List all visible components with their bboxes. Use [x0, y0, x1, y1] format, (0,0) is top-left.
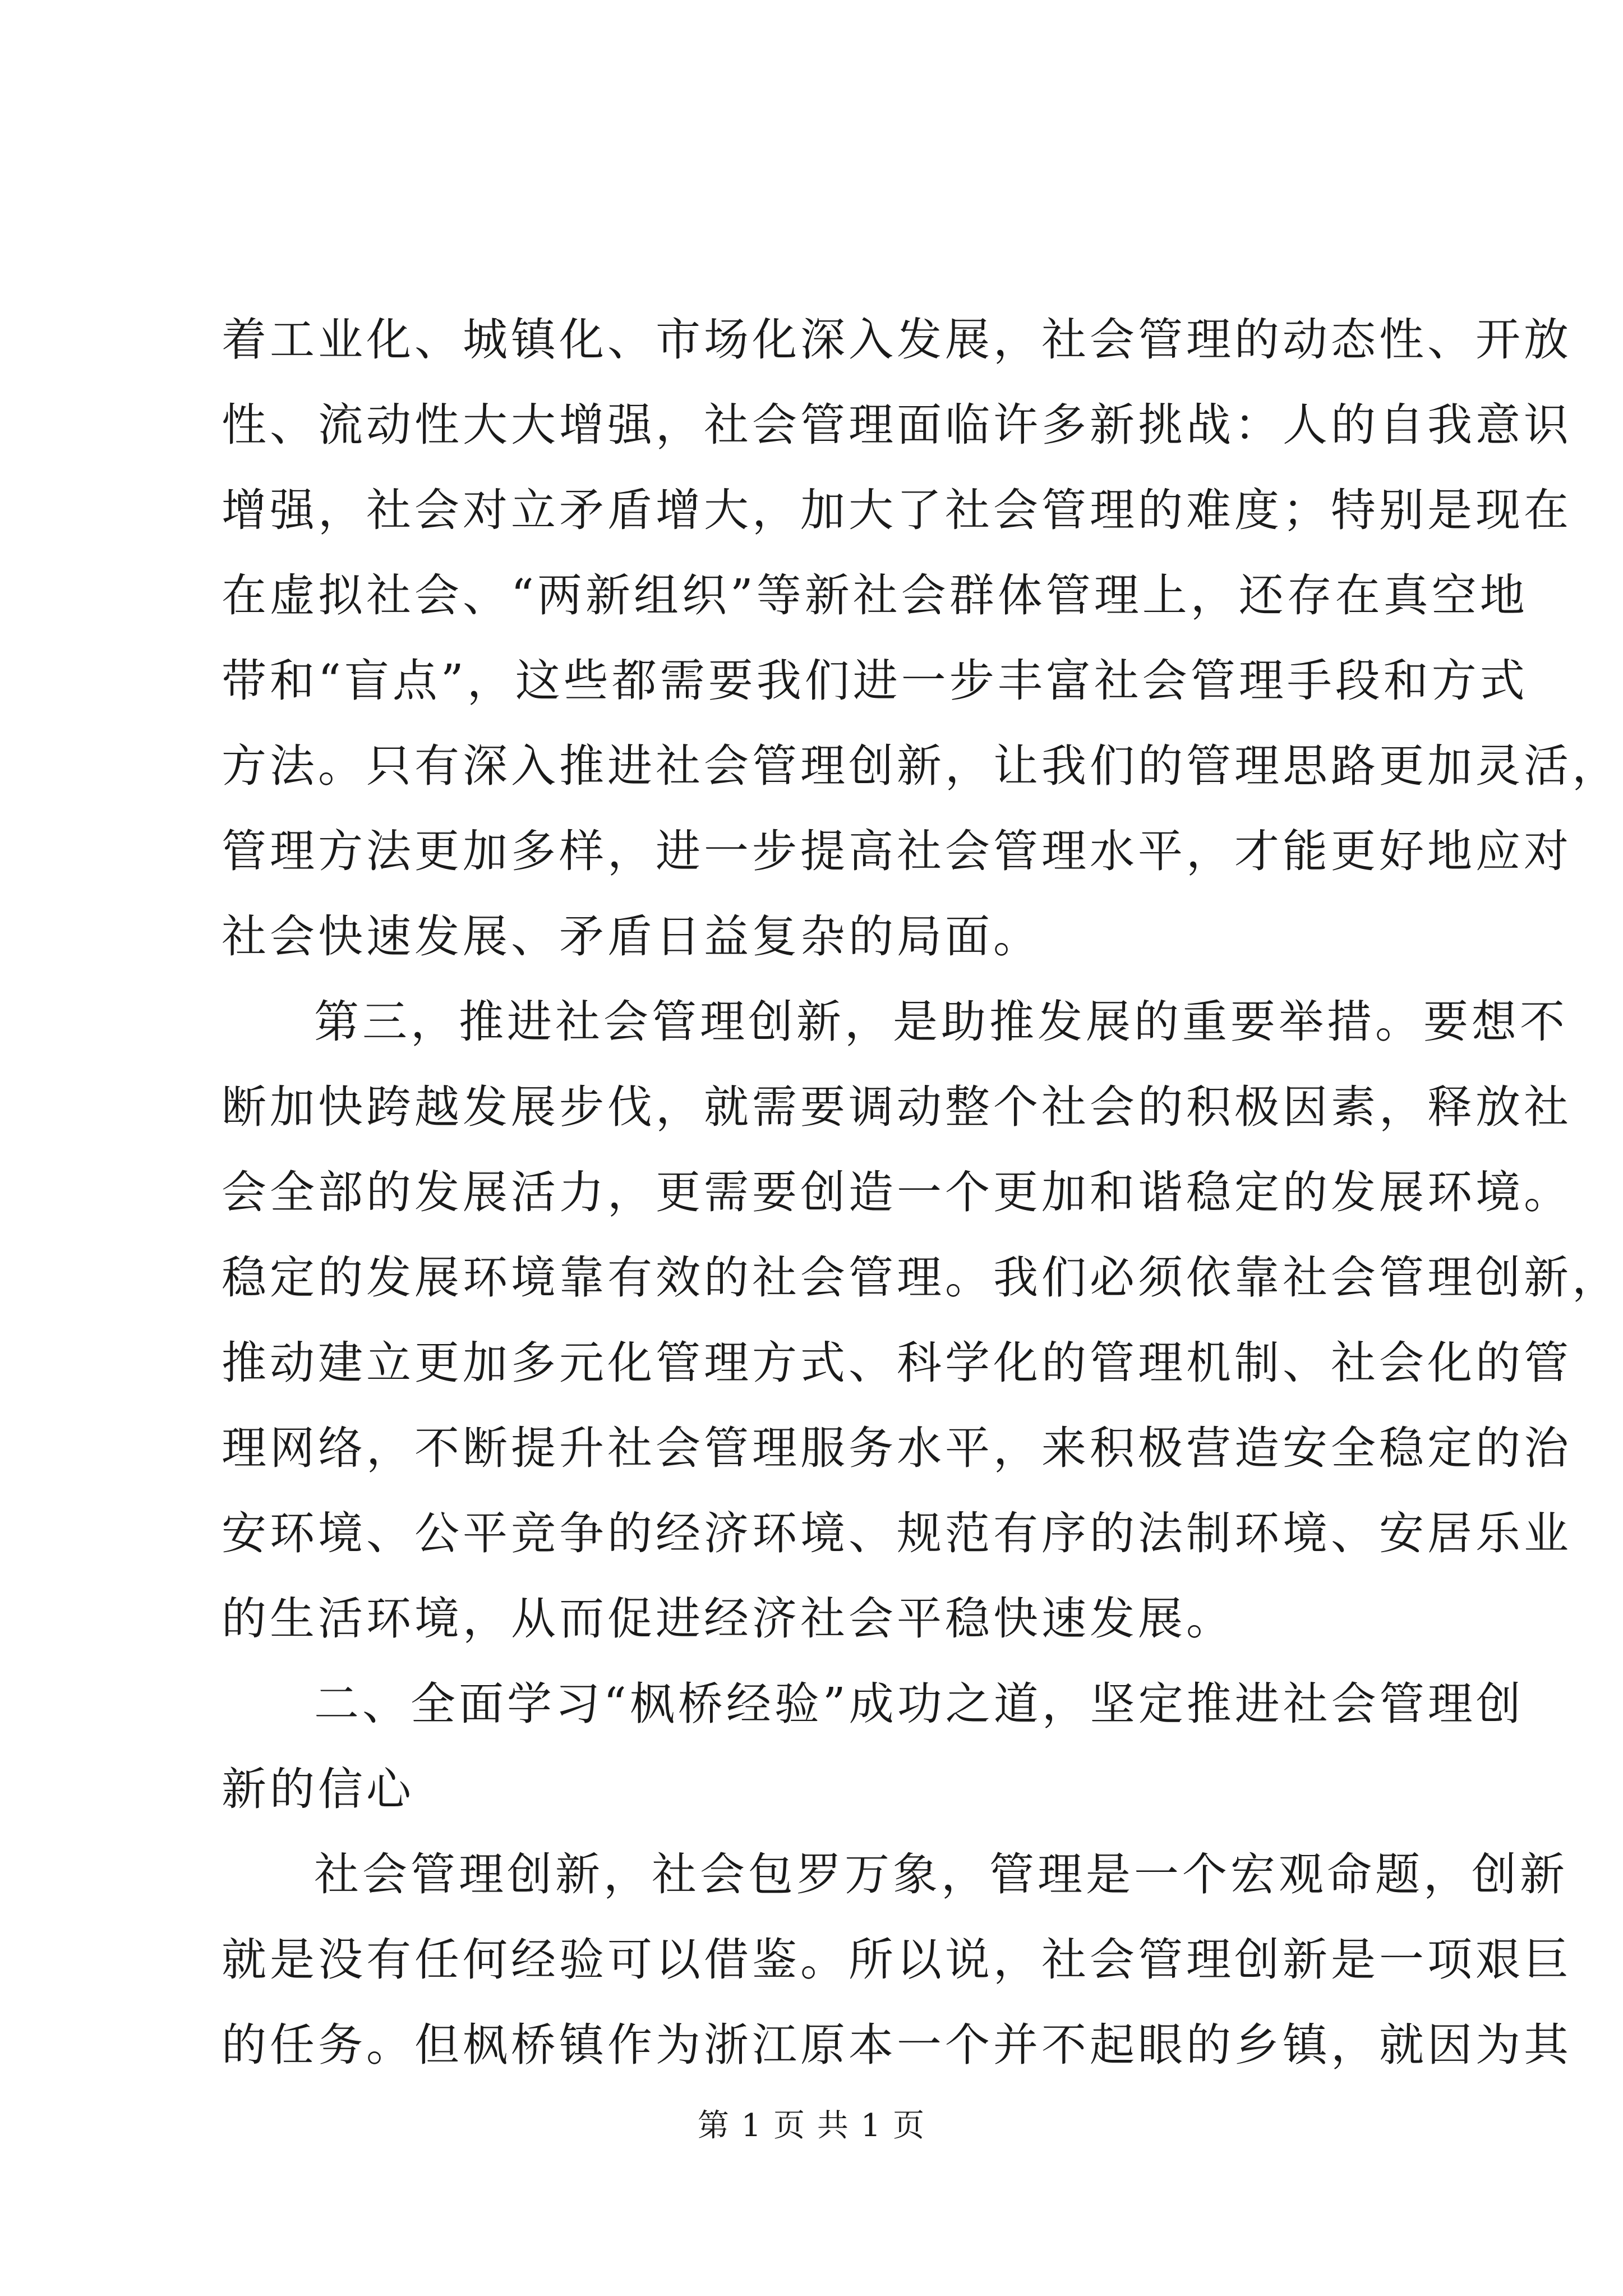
section-heading-line: 二、全面学习“枫桥经验”成功之道，坚定推进社会管理创	[314, 1678, 1524, 1730]
text-line: 的任务。但枫桥镇作为浙江原本一个并不起眼的乡镇，就因为其	[222, 2019, 1572, 2071]
text-line: 会全部的发展活力，更需要创造一个更加和谐稳定的发展环境。	[222, 1166, 1572, 1218]
text-line: 安环境、公平竞争的经济环境、规范有序的法制环境、安居乐业	[222, 1507, 1572, 1559]
paragraph-start-line: 社会管理创新，社会包罗万象，管理是一个宏观命题，创新	[314, 1848, 1568, 1901]
text-line: 就是没有任何经验可以借鉴。所以说，社会管理创新是一项艰巨	[222, 1934, 1572, 1986]
text-line: 方法。只有深入推进社会管理创新，让我们的管理思路更加灵活，	[222, 740, 1620, 792]
text-line: 性、流动性大大增强，社会管理面临许多新挑战：人的自我意识	[222, 399, 1572, 451]
text-line: 社会快速发展、矛盾日益复杂的局面。	[222, 910, 1041, 963]
text-line: 带和“盲点”，这些都需要我们进一步丰富社会管理手段和方式	[222, 655, 1528, 707]
text-line: 推动建立更加多元化管理方式、科学化的管理机制、社会化的管	[222, 1337, 1572, 1389]
text-line: 管理方法更加多样，进一步提高社会管理水平，才能更好地应对	[222, 825, 1572, 877]
page-number-footer: 第 1 页 共 1 页	[697, 2108, 926, 2144]
body-text	[222, 297, 1620, 2088]
text-line: 稳定的发展环境靠有效的社会管理。我们必须依靠社会管理创新，	[222, 1251, 1620, 1304]
text-line: 理网络，不断提升社会管理服务水平，来积极营造安全稳定的治	[222, 1422, 1572, 1474]
text-line: 着工业化、城镇化、市场化深入发展，社会管理的动态性、开放	[222, 314, 1572, 366]
text-line: 断加快跨越发展步伐，就需要调动整个社会的积极因素，释放社	[222, 1081, 1572, 1133]
paragraph-start-line: 第三，推进社会管理创新，是助推发展的重要举措。要想不	[314, 996, 1568, 1048]
section-heading-line: 新的信心	[222, 1763, 414, 1815]
text-line: 的生活环境，从而促进经济社会平稳快速发展。	[222, 1593, 1234, 1645]
text-line: 增强，社会对立矛盾增大，加大了社会管理的难度；特别是现在	[222, 484, 1572, 536]
text-line: 在虚拟社会、“两新组织”等新社会群体管理上，还存在真空地	[222, 569, 1528, 622]
